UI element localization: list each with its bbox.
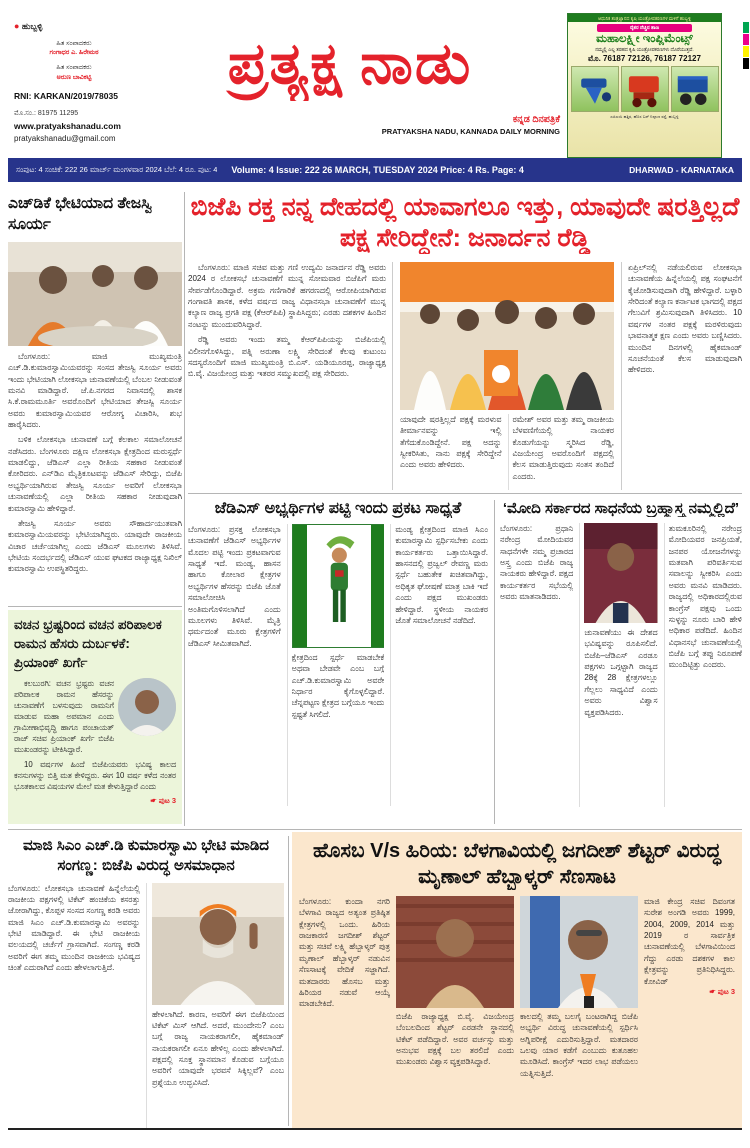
issue-info-bar — [8, 158, 742, 182]
story-hdk-tejasvi — [8, 194, 182, 606]
divider-vertical-mid — [494, 500, 495, 824]
story-jds-col2: ಕ್ಷೇತ್ರದಿಂದ ಸ್ಪರ್ಧೆ ಮಾಡಬೇಕೆ ಅಥವಾ ಬೇಡವೇ ಎಂಬ ಬಗ್ಗೆ ಎಚ್.ಡಿ.ಕುಮಾರಸ್ವಾಮಿ ಅವರೇ ನಿರ್ಧಾರ ಕೈಗೊಳ್ಳಲಿದ್ದಾರೆ. ಚೆನ್ನಪಟ್ಟಣ ಕ್ಷೇತ್ರದ ಬಗ್ಗೆಯೂ ಇಂದು ಸ್ಪಷ್ಟತೆ ಸಿಗಲಿದೆ. — [287, 524, 385, 806]
reg-mark-yellow — [743, 46, 749, 57]
story-main-col3: ಏಪ್ರಿಲ್‌ನಲ್ಲಿ ನಡೆಯಲಿರುವ ಲೋಕಸಭಾ ಚುನಾವಣೆಯ ಹಿನ್ನೆಲೆಯಲ್ಲಿ ಪಕ್ಷ ಸಂಘಟನೆಗೆ ಕೈಜೋಡಿಸುವುದಾಗಿ ರೆಡ್ಡಿ ಹೇಳಿದ್ದಾರೆ. ಬಳ್ಳಾರಿ ಸೇರಿದಂತೆ ಕಲ್ಯಾಣ ಕರ್ನಾಟಕ ಭಾಗದಲ್ಲಿ ಪಕ್ಷದ ಗೆಲುವಿಗೆ ಶ್ರಮಿಸುವುದಾಗಿ ತಿಳಿಸಿದರು. 10 ವರ್ಷಗಳ ನಂತರ ಪಕ್ಷಕ್ಕೆ ಮರಳಿರುವುದು ಭಾವನಾತ್ಮಕ ಕ್ಷಣ ಎಂದು ಅವರು ಬಣ್ಣಿಸಿದರು. ಮುಂದಿನ ದಿನಗಳಲ್ಲಿ ಹೈಕಮಾಂಡ್ ಸೂಚನೆಯಂತೆ ಕೆಲಸ ಮಾಡುವುದಾಗಿ ಹೇಳಿದರು. — [621, 262, 742, 490]
jds-symbol-right-bar — [371, 525, 384, 647]
story-priyank-headline: ವಚನ ಭ್ರಷ್ಟರಿಂದ ವಚನ ಪರಿಪಾಲಕ ರಾಮನ ಹೆಸರು ದುರ್ಬಳಕೆ: ಪ್ರಿಯಾಂಕ್ ಖರ್ಗೆ — [14, 617, 162, 670]
ad-product-plough-image — [571, 66, 619, 112]
story-belagavi-col3: ಕಾಲದಲ್ಲಿ ತಮ್ಮ ಬಲಗೈ ಬಂಟರಾಗಿದ್ದ ಬಿಜೆಪಿ ಅಭ್ಯರ್ಥಿ ವಿರುದ್ಧ ಚುನಾವಣೆಯಲ್ಲಿ ಸ್ಪರ್ಧಿಸಿ ಅಗ್ನಿಪರೀಕ್ಷೆ ಎದುರಿಸುತ್ತಿದ್ದಾರೆ. ಮತದಾರರ ಒಲವು ಯಾರ ಕಡೆಗೆ ಎಂಬುದು ಕುತೂಹಲ ಮೂಡಿಸಿದೆ. ಕಾಂಗ್ರೆಸ್ ಇದರ ಲಾಭ ಪಡೆಯಲು ಯತ್ನಿಸುತ್ತಿದೆ. — [520, 896, 638, 1114]
ad-footer-text: ಎಪಿಎಂಸಿ ಹತ್ತಿರ, ಹೊಸ ಬಸ್ ನಿಲ್ದಾಣ ರಸ್ತೆ, ಹುಬ್ಬಳ್ಳಿ — [610, 113, 679, 119]
edition-label: ● ಹುಬ್ಬಳ್ಳಿ — [14, 21, 43, 31]
paragraph: 10 ವರ್ಷಗಳ ಹಿಂದೆ ಬಿಜೆಪಿಯವರು ಭವಿಷ್ಯ ಕಾಲದ ಕನಸುಗಳನ್ನು ಬಿತ್ತಿ ಮತ ಕೇಳಿದ್ದರು. ಈಗ 10 ವರ್ಷ ಕಳೆದ ನಂತರ ಭೂತಕಾಲದ ವಿಷಯಗಳ ಮೇಲೆ ಮತ ಕೇಳುತ್ತಿದ್ದಾರೆ ಎಂದು — [14, 760, 176, 792]
story-main-under-col1: ಯಾವುದೇ ಷರತ್ತಿಲ್ಲದೆ ಪಕ್ಷಕ್ಕೆ ಮರಳುವ ತೀರ್ಮಾನವನ್ನು ಇಲ್ಲಿ ತೆಗೆದುಕೊಂಡಿದ್ದೇನೆ. ಪಕ್ಷ ಅದನ್ನು ಸ್ವೀಕರಿಸಿತು, ನಾನು ಪಕ್ಷಕ್ಕೆ ಸೇರಿದ್ದೇನೆ ಎಂದು ಅವರು ಹೇಳಿದರು. — [400, 415, 502, 470]
reg-mark-green — [743, 22, 749, 33]
story-modi-col3: ತುಮಕೂರಿನಲ್ಲಿ ನರೇಂದ್ರ ಮೋದಿಯವರ ಜನಪ್ರಿಯತೆ, ಜನಪರ ಯೋಜನೆಗಳನ್ನು ಮತವಾಗಿ ಪರಿವರ್ತಿಸುವ ಸವಾಲನ್ನು ಸ್ವೀಕರಿಸಿ ಎಂದು ಅವರು ಮನವಿ ಮಾಡಿದರು. ರಾಜ್ಯದಲ್ಲಿ ಅಧಿಕಾರದಲ್ಲಿರುವ ಕಾಂಗ್ರೆಸ್ ಪಕ್ಷವು ಒಂದು ಸುಳ್ಳನ್ನು ನೂರು ಬಾರಿ ಹೇಳಿ ಅಧಿಕಾರ ಪಡೆದಿದೆ. ಹಿಂದಿನ ವಿಧಾನಸಭೆ ಚುನಾವಣೆಯಲ್ಲಿ ಬಿಜೆಪಿ ಬಗ್ಗೆ ತಪ್ಪು ನಿರೂಪಣೆ ಮುಂದಿಟ್ಟಿತ್ತು ಎಂದರು. — [664, 523, 742, 807]
story-main-center — [400, 262, 614, 490]
divider-horizontal-mid — [188, 493, 742, 494]
newspaper-title: ಪ್ರತ್ಯಕ್ಷ ನಾಡು — [227, 31, 473, 96]
paragraph: ತೇಜಸ್ವಿ ಸೂರ್ಯ ಅವರು ಸೌಹಾರ್ದಯುತವಾಗಿ ಕುಮಾರಸ್ವಾಮಿಯವರನ್ನು ಭೇಟಿಯಾಗಿದ್ದರು. ಯಾವುದೇ ರಾಜಕೀಯ ವಿಚಾರ ಚರ್ಚೆಯಾಗಿಲ್ಲ ಎಂದು ಜೆಡಿಎಸ್ ಮೂಲಗಳು ತಿಳಿಸಿವೆ. ಭೇಟಿಯ ಸಂದರ್ಭದಲ್ಲಿ ಜೆಡಿಎಸ್ ಯುವ ಘಟಕದ ರಾಜ್ಯಾಧ್ಯಕ್ಷ ನಿಖಿಲ್ ಕುಮಾರಸ್ವಾಮಿ ಉಪಸ್ಥಿತರಿದ್ದರು. — [8, 518, 182, 574]
photo-jagadish-shettar — [520, 896, 638, 1008]
ad-product-images — [568, 66, 721, 112]
story-hdk-body — [8, 351, 182, 575]
paragraph: ಕಲಬುರಗಿ: ವಚನ ಭ್ರಷ್ಟರು ವಚನ ಪರಿಪಾಲಕ ರಾಮನ ಹೆಸರನ್ನು ಚುನಾವಣೆಗೆ ಬಳಸುವುದು ರಾಮನಿಗೆ ಮಾಡುವ ಮಹಾ ಅಪಮಾನ ಎಂದು ಗ್ರಾಮೀಣಾಭಿವೃದ್ಧಿ ಹಾಗೂ ಪಂಚಾಯತ್ ರಾಜ್ ಸಚಿವ ಪ್ರಿಯಾಂಕ್ ಖರ್ಗೆ ಬಿಜೆಪಿ ಮುಖಂಡರನ್ನು ಟೀಕಿಸಿದ್ದಾರೆ. — [14, 678, 114, 755]
story-modi-achievements — [500, 500, 742, 826]
reg-mark-magenta — [743, 34, 749, 45]
photo-priyank-kharge-portrait — [118, 678, 176, 736]
ad-top-strip: ಆಧುನಿಕ ತಂತ್ರಜ್ಞಾನದ ಕೃಷಿ ಯಂತ್ರೋಪಕರಣಗಳ ಮಳಿಗೆ ಹುಬ್ಬಳ್ಳಿ — [568, 14, 721, 22]
editor1-name: ಗಂಗಾಧರ ಎ. ಹಿರೇಮಠ — [49, 49, 99, 57]
ad-phone: ಮೊ. 76187 72126, 76187 72127 — [588, 53, 701, 63]
paragraph: ಬೆಂಗಳೂರು: ಮಾಜಿ ಮುಖ್ಯಮಂತ್ರಿ ಎಚ್.ಡಿ.ಕುಮಾರಸ್ವಾಮಿಯವರನ್ನು ಸಂಸದ ತೇಜಸ್ವಿ ಸೂರ್ಯ ಅವರು ಇಂದು ಭೇಟಿಯಾಗಿ ಲೋಕಸಭಾ ಚುನಾವಣೆಯಲ್ಲಿ ಬೆಂಬಲ ನೀಡುವಂತೆ ಮನವಿ ಮಾಡಿದ್ದಾರೆ. ಜೆ.ಪಿ.ನಗರದ ನಿವಾಸದಲ್ಲಿ ಶಾಸಕ ಸಿ.ಕೆ.ರಾಮಮೂರ್ತಿ ಅವರೊಂದಿಗೆ ಭೇಟಿಯಾದ ತೇಜಸ್ವಿ ಸೂರ್ಯ ಅವರು ಕುಮಾರಸ್ವಾಮಿಯವರ ಆರೋಗ್ಯ ವಿಚಾರಿಸಿ, ಶುಭ ಹಾರೈಸಿದರು. — [8, 351, 182, 429]
editor1-label: ಹಿತ ಸಂಪಾದಕರು — [56, 39, 92, 47]
story-belagavi-col1: ಬೆಂಗಳೂರು: ಕುಂದಾ ನಗರಿ ಬೆಳಗಾವಿ ರಾಜ್ಯದ ಅತ್ಯಂತ ಪ್ರತಿಷ್ಠಿತ ಕ್ಷೇತ್ರಗಳಲ್ಲಿ ಒಂದು. ಹಿರಿಯ ರಾಜಕಾರಣಿ ಜಗದೀಶ್ ಶೆಟ್ಟರ್ ಮತ್ತು ಸಚಿವೆ ಲಕ್ಷ್ಮಿ ಹೆಬ್ಬಾಳ್ಕರ್ ಪುತ್ರ ಮೃಣಾಲ್ ಹೆಬ್ಬಾಳ್ಕರ್ ನಡುವಿನ ಸೆಣಸಾಟಕ್ಕೆ ವೇದಿಕೆ ಸಜ್ಜಾಗಿದೆ. ಮತದಾರರು ಹೊಸಬ ಮತ್ತು ಹಿರಿಯರ ನಡುವೆ ಆಯ್ಕೆ ಮಾಡಬೇಕಿದೆ. — [299, 897, 390, 1009]
email-address: pratyakshanadu@gmail.com — [14, 133, 116, 143]
story-jds-col1: ಬೆಂಗಳೂರು: ಪ್ರಸಕ್ತ ಲೋಕಸಭಾ ಚುನಾವಣೆಗೆ ಜೆಡಿಎಸ್ ಅಭ್ಯರ್ಥಿಗಳ ಮೊದಲ ಪಟ್ಟಿ ಇಂದು ಪ್ರಕಟವಾಗುವ ಸಾಧ್ಯತೆ ಇದೆ. ಮಂಡ್ಯ, ಹಾಸನ ಹಾಗೂ ಕೋಲಾರ ಕ್ಷೇತ್ರಗಳ ಅಭ್ಯರ್ಥಿಗಳ ಹೆಸರನ್ನು ಬಿಜೆಪಿ ಜೊತೆ ಸಮಾಲೋಚಿಸಿ ಅಂತಿಮಗೊಳಿಸಲಾಗಿದೆ ಎಂದು ಮೂಲಗಳು ತಿಳಿಸಿವೆ. ಮೈತ್ರಿ ಧರ್ಮದಂತೆ ಮೂರು ಕ್ಷೇತ್ರಗಳಿಗೆ ಜೆಡಿಎಸ್ ಸೀಮಿತವಾಗಿದೆ. — [188, 525, 281, 648]
story-sanganna-col2: ಹೇಳಲಾಗಿದೆ. ಕಾರಣ, ಅವರಿಗೆ ಈಗ ಬಿಜೆಪಿಯಿಂದ ಟಿಕೆಟ್ ಮಿಸ್ ಆಗಿದೆ. ಅದರೆ, ಮುಂದೇನು? ಎಂಬ ಬಗ್ಗೆ ರಾಜ್ಯ ನಾಯಕರಾಗಲೀ, ಹೈಕಮಾಂಡ್ ನಾಯಕರಾಗಲೀ ಏನೂ ಹೇಳಿಲ್ಲ ಎಂದು ಹೇಳಲಾಗಿದೆ. ಪಕ್ಷದಲ್ಲಿ ಸೂಕ್ತ ಸ್ಥಾನಮಾನ ಕೊಡುವ ಬಗ್ಗೆಯೂ ಅವರಿಗೆ ಯಾವುದೇ ಭರವಸೆ ಸಿಕ್ಕಿಲ್ಲವೆ? ಎಂಬ ಪ್ರಶ್ನೆಯೂ ಉದ್ಭವಿಸಿದೆ. — [146, 883, 284, 1129]
story-main-under-col2: ರಮೇಶ್ ಅವರ ಮತ್ತು ತಮ್ಮ ರಾಜಕೀಯ ಬೆಳವಣಿಗೆಯಲ್ಲಿ ನಾಯಕರ ಕೊಡುಗೆಯನ್ನು ಸ್ಮರಿಸಿದ ರೆಡ್ಡಿ, ವಿಜಯೇಂದ್ರ ಅವರೊಂದಿಗೆ ಪಕ್ಷದಲ್ಲಿ ಕೆಲಸ ಮಾಡುತ್ತಿರುವುದು ಸಂತಸ ತಂದಿದೆ ಎಂದರು. — [508, 414, 615, 490]
divider-left-column — [8, 606, 182, 607]
photo-mrunal-hebbalkar — [396, 896, 514, 1008]
reg-mark-black — [743, 58, 749, 69]
photo-hdk-meeting — [8, 242, 182, 346]
issue-info-kannada: ಸಂಪುಟ: 4 ಸಂಚಿಕೆ: 222 26 ಮಾರ್ಚ್ ಮಂಗಳವಾರ 2024 ಬೆಲೆ: 4 ರೂ. ಪುಟ: 4 — [16, 165, 218, 174]
website-url: www.pratyakshanadu.com — [14, 120, 121, 131]
jds-symbol-left-bar — [293, 525, 307, 647]
story-sanganna-col1: ಬೆಂಗಳೂರು: ಲೋಕಸಭಾ ಚುನಾವಣೆ ಹಿನ್ನೆಲೆಯಲ್ಲಿ ರಾಜಕೀಯ ಪಕ್ಷಗಳಲ್ಲಿ ಟಿಕೆಟ್ ಹಂಚಿಕೆಯ ಕಸರತ್ತು ಜೋರಾಗಿದ್ದು, ಕೊಪ್ಪಳ ಸಂಸದ ಸಂಗಣ್ಣ ಕರಡಿ ಅವರು ಮಾಜಿ ಸಿಎಂ ಎಚ್.ಡಿ.ಕುಮಾರಸ್ವಾಮಿ ಅವರನ್ನು ಭೇಟಿ ಮಾಡಿದ್ದಾರೆ. ಈ ಭೇಟಿ ರಾಜಕೀಯ ವಲಯದಲ್ಲಿ ಚರ್ಚೆಗೆ ಗ್ರಾಸವಾಗಿದೆ. ಸಂಗಣ್ಣ ಕರಡಿ ಅವರಿಗೆ ಈಗ ತಮ್ಮ ಮುಂದಿನ ರಾಜಕೀಯ ಭವಿಷ್ಯದ ಚಿಂತೆ ಎದುರಾಗಿದೆ ಎಂದು ಹೇಳಲಾಗುತ್ತಿದೆ. — [8, 883, 140, 973]
issue-info-english: Volume: 4 Issue: 222 26 MARCH, TUESDAY 2024 Price: 4 Rs. Page: 4 — [231, 165, 524, 175]
divider-horizontal-bottom — [8, 829, 742, 830]
page-bottom-rule — [8, 1128, 742, 1130]
story-sanganna — [8, 836, 284, 1128]
story-jds-col3: ಮಂಡ್ಯ ಕ್ಷೇತ್ರದಿಂದ ಮಾಜಿ ಸಿಎಂ ಕುಮಾರಸ್ವಾಮಿ ಸ್ಪರ್ಧಿಸಬೇಕು ಎಂದು ಕಾರ್ಯಕರ್ತರು ಒತ್ತಾಯಿಸಿದ್ದಾರೆ. ಹಾಸನದಲ್ಲಿ ಪ್ರಜ್ವಲ್ ರೇವಣ್ಣ ಮರು ಸ್ಪರ್ಧೆ ಬಹುತೇಕ ಖಚಿತವಾಗಿದ್ದು, ಅಧಿಕೃತ ಘೋಷಣೆ ಮಾತ್ರ ಬಾಕಿ ಇದೆ ಎಂದು ಪಕ್ಷದ ಮುಖಂಡರು ಹೇಳಿದ್ದಾರೆ. ಸ್ಥಳೀಯ ನಾಯಕರ ಜೊತೆ ಸಮಾಲೋಚನೆ ನಡೆದಿದೆ. — [390, 524, 488, 806]
rni-number: RNI: KARKAN/2019/78035 — [14, 90, 118, 101]
photo-reddy-joining-bjp — [400, 262, 614, 410]
phone-number: ಮೊ.ಸಂ.: 81975 11295 — [14, 110, 79, 118]
story-belagavi-col2: ಬಿಜೆಪಿ ರಾಜ್ಯಾಧ್ಯಕ್ಷ ಬಿ.ವೈ. ವಿಜಯೇಂದ್ರ ಬೆಂಬಲದಿಂದ ಶೆಟ್ಟರ್ ಎರಡನೇ ಸ್ಥಾನದಲ್ಲಿ ಟಿಕೆಟ್ ಪಡೆದಿದ್ದಾರೆ. ಅವರ ವರ್ಚಸ್ಸು ಮತ್ತು ಅನುಭವ ಪಕ್ಷಕ್ಕೆ ಬಲ ತರಲಿದೆ ಎಂದು ಮುಖಂಡರು ವಿಶ್ವಾಸ ವ್ಯಕ್ತಪಡಿಸಿದ್ದಾರೆ. — [396, 896, 514, 1114]
jds-symbol-figure — [307, 525, 372, 647]
color-registration-marks — [743, 22, 749, 69]
story-jds-headline: ಜೆಡಿಎಸ್ ಅಭ್ಯರ್ಥಿಗಳ ಪಟ್ಟಿ ಇಂದು ಪ್ರಕಟ ಸಾಧ್ಯತೆ — [214, 500, 462, 517]
story-modi-col1: ಬೆಂಗಳೂರು: ಪ್ರಧಾನಿ ನರೇಂದ್ರ ಮೋದಿಯವರ ಸಾಧನೆಗಳೇ ನಮ್ಮ ಪ್ರಚಾರದ ಅಸ್ತ್ರ ಎಂದು ಬಿಜೆಪಿ ರಾಜ್ಯ ನಾಯಕರು ಹೇಳಿದ್ದಾರೆ. ಪಕ್ಷದ ಕಾರ್ಯಕರ್ತರ ಸಭೆಯಲ್ಲಿ ಅವರು ಮಾತನಾಡಿದರು. — [500, 524, 574, 602]
ad-ribbon: ರೈತರ ನೆಚ್ಚಿನ ತಾಣ — [597, 24, 692, 32]
story-main-reddy — [188, 192, 742, 490]
story-main-under-photo — [400, 414, 614, 490]
divider-vertical-bottom — [288, 836, 289, 1126]
paragraph: ಬಳಿಕ ಲೋಕಸಭಾ ಚುನಾವಣೆ ಬಗ್ಗೆ ಕೆಲಕಾಲ ಸಮಾಲೋಚನೆ ನಡೆಸಿದರು. ಬೆಂಗಳೂರು ದಕ್ಷಿಣ ಲೋಕಸಭಾ ಕ್ಷೇತ್ರದಿಂದ ಮರುಸ್ಪರ್ಧೆ ಮಾಡಲಿದ್ದು, ಜೆಡಿಎಸ್ ಎಲ್ಲಾ ರೀತಿಯ ಸಹಕಾರ ನೀಡುವಂತೆ ಕೋರಿದರು. ಎನ್‌ಡಿಎ ಮೈತ್ರಿಕೂಟವನ್ನು ಜೆಡಿಎಸ್ ಸೇರಿದ್ದು, ಬಿಜೆಪಿ ಅಭ್ಯರ್ಥಿಯಾಗಿರುವ ತೇಜಸ್ವಿ ಸೂರ್ಯ ಅವರಿಗೆ ಲೋಕಸಭಾ ಚುನಾವಣೆಯಲ್ಲಿ ಎಲ್ಲಾ ರೀತಿಯ ಸಹಕಾರ ನೀಡುವುದಾಗಿ ಕುಮಾರಸ್ವಾಮಿ ಹೇಳಿದ್ದಾರೆ. — [8, 435, 182, 513]
story-priyank-kharge — [8, 610, 182, 824]
story-sanganna-headline: ಮಾಜಿ ಸಿಎಂ ಎಚ್.ಡಿ ಕುಮಾರಸ್ವಾಮಿ ಭೇಟಿ ಮಾಡಿದ ಸಂಗಣ್ಣ: ಬಿಜೆಪಿ ವಿರುದ್ಧ ಅಸಮಾಧಾನ — [22, 837, 270, 875]
tagline-english: PRATYAKSHA NADU, KANNADA DAILY MORNING — [381, 127, 560, 136]
story-belagavi-contest — [292, 832, 742, 1128]
photo-sanganna-karadi — [152, 883, 284, 1005]
story-main-col1 — [188, 262, 393, 490]
editor2-label: ಹಿತ ಸಂಪಾದಕರು — [56, 64, 92, 71]
editor2-name: ಅರುಣ ಬಾವಿಕಟ್ಟಿ — [56, 73, 92, 81]
story-hdk-headline: ಎಚ್‌ಡಿಕೆ ಭೇಟಿಯಾದ ತೇಜಸ್ವಿ ಸೂರ್ಯ — [8, 195, 153, 233]
tagline-kannada: ಕನ್ನಡ ದಿನಪತ್ರಿಕೆ — [512, 114, 560, 125]
paragraph: ಬೆಂಗಳೂರು: ಮಾಜಿ ಸಚಿವ ಮತ್ತು ಗಣಿ ಉದ್ಯಮಿ ಜನಾರ್ದನ ರೆಡ್ಡಿ ಅವರು 2024 ರ ಲೋಕಸಭೆ ಚುನಾವಣೆಗೆ ಮುನ್ನ ಸೋಮವಾರ ಬಿಜೆಪಿಗೆ ಮರು ಸೇರ್ಪಡೆಗೊಂಡಿದ್ದಾರೆ. ಅಕ್ರಮ ಗಣಿಗಾರಿಕೆ ಹಗರಣದಲ್ಲಿ ಆರೋಪಿಯಾಗಿರುವ ಗಂಗಾವತಿ ಶಾಸಕ, ಕಳೆದ ವರ್ಷದ ರಾಜ್ಯ ವಿಧಾನಸಭಾ ಚುನಾವಣೆಗೆ ಮುನ್ನ ಕಲ್ಯಾಣ ರಾಜ್ಯ ಪ್ರಗತಿ ಪಕ್ಷ (ಕೆಆರ್‌ಪಿಪಿ) ಸ್ಥಾಪಿಸಿದ್ದರು; ಎರಡು ದಶಕಗಳ ಹಿಂದಿನ ನಂಟನ್ನು ಮುಂದುವರಿಸಿದ್ದಾರೆ. — [188, 263, 386, 329]
story-modi-headline: ‘ಮೋದಿ ಸರ್ಕಾರದ ಸಾಧನೆಯ ಬ್ರಹ್ಮಾಸ್ತ್ರ ನಮ್ಮಲ್ಲಿದೆ’ — [502, 500, 740, 517]
continued-on-page-link: ☛ ಪುಟ 3 — [150, 796, 176, 806]
paragraph: ರೆಡ್ಡಿ ಅವರು ಇಂದು ತಮ್ಮ ಕೆಆರ್‌ಪಿಪಿಯನ್ನು ಬಿಜೆಪಿಯಲ್ಲಿ ವಿಲೀನಗೊಳಿಸಿದ್ದು, ಪತ್ನಿ ಅರುಣಾ ಲಕ್ಷ್ಮಿ ಸೇರಿದಂತೆ ಕೆಲವು ಕುಟುಂಬ ಸದಸ್ಯರೊಂದಿಗೆ ಮಾಜಿ ಮುಖ್ಯಮಂತ್ರಿ ಬಿ.ಎಸ್. ಯಡಿಯೂರಪ್ಪ, ರಾಜ್ಯಾಧ್ಯಕ್ಷ ಬಿ.ವೈ. ವಿಜಯೇಂದ್ರ ಮತ್ತು ಇತರರ ಸಮ್ಮುಖದಲ್ಲಿ ಪಕ್ಷ ಸೇರಿದರು. — [188, 335, 386, 379]
continued-on-page-link: ☛ ಪುಟ 3 — [709, 986, 735, 996]
advertisement-box — [567, 13, 722, 158]
story-modi-col2: ಚುನಾವಣೆಯು ಈ ದೇಶದ ಭವಿಷ್ಯವನ್ನು ರೂಪಿಸಲಿದೆ. ಬಿಜೆಪಿ–ಜೆಡಿಎಸ್ ಎರಡೂ ಪಕ್ಷಗಳು ಒಗ್ಗಟ್ಟಾಗಿ ರಾಜ್ಯದ 28ಕ್ಕೆ 28 ಕ್ಷೇತ್ರಗಳಲ್ಲೂ ಗೆಲ್ಲಲು ಸಾಧ್ಯವಿದೆ ಎಂದು ಅವರು ವಿಶ್ವಾಸ ವ್ಯಕ್ತಪಡಿಸಿದರು. — [579, 523, 657, 807]
story-jds-list — [188, 500, 488, 826]
story-belagavi-headline: ಹೊಸಬ V/s ಹಿರಿಯ: ಬೆಳಗಾವಿಯಲ್ಲಿ ಜಗದೀಶ್ ಶೆಟ್ಟರ್ ವಿರುದ್ಧ ಮೃಣಾಲ್ ಹೆಬ್ಬಾಳ್ಕರ್ ಸೆಣಸಾಟ — [312, 840, 722, 888]
tagline — [150, 114, 560, 136]
story-belagavi-col4: ಮಾಜಿ ಕೇಂದ್ರ ಸಚಿವ ದಿವಂಗತ ಸುರೇಶ ಅಂಗಡಿ ಅವರು 1999, 2004, 2009, 2014 ಮತ್ತು 2019 ರ ಸಾರ್ವತ್ರಿಕ ಚುನಾವಣೆಯಲ್ಲಿ ಬೆಳಗಾವಿಯಿಂದ ಗೆದ್ದು ಎರಡು ದಶಕಗಳ ಕಾಲ ಕ್ಷೇತ್ರವನ್ನು ಪ್ರತಿನಿಧಿಸಿದ್ದರು. ಕೋವಿಡ್ ☛ ಪುಟ 3 — [644, 897, 735, 996]
photo-bjp-leader-speaking — [584, 523, 657, 623]
jds-party-symbol-image — [292, 524, 385, 648]
ad-product-trailer-image — [671, 66, 719, 112]
ad-product-tiller-image — [621, 66, 669, 112]
story-main-headline: ಬಿಜೆಪಿ ರಕ್ತ ನನ್ನ ದೇಹದಲ್ಲಿ ಯಾವಾಗಲೂ ಇತ್ತು, ಯಾವುದೇ ಷರತ್ತಿಲ್ಲದೆ ಪಕ್ಷ ಸೇರಿದ್ದೇನೆ: ಜನಾರ್ದನ ರೆಡ್ಡಿ — [190, 193, 740, 252]
ad-title: ಮಹಾಲಕ್ಷ್ಮೀ ಇಂಪ್ಲಿಮೆಂಟ್ಸ್ — [596, 32, 693, 45]
divider-vertical-left — [184, 192, 185, 826]
bullet-icon: ● — [14, 21, 20, 31]
region-label: DHARWAD - KARNATAKA — [629, 165, 734, 175]
ad-subtitle: ನಮ್ಮಲ್ಲಿ ಎಲ್ಲ ತರಹದ ಕೃಷಿ ಯಂತ್ರೋಪಕರಣಗಳು ದೊರೆಯುತ್ತವೆ. — [595, 47, 694, 53]
